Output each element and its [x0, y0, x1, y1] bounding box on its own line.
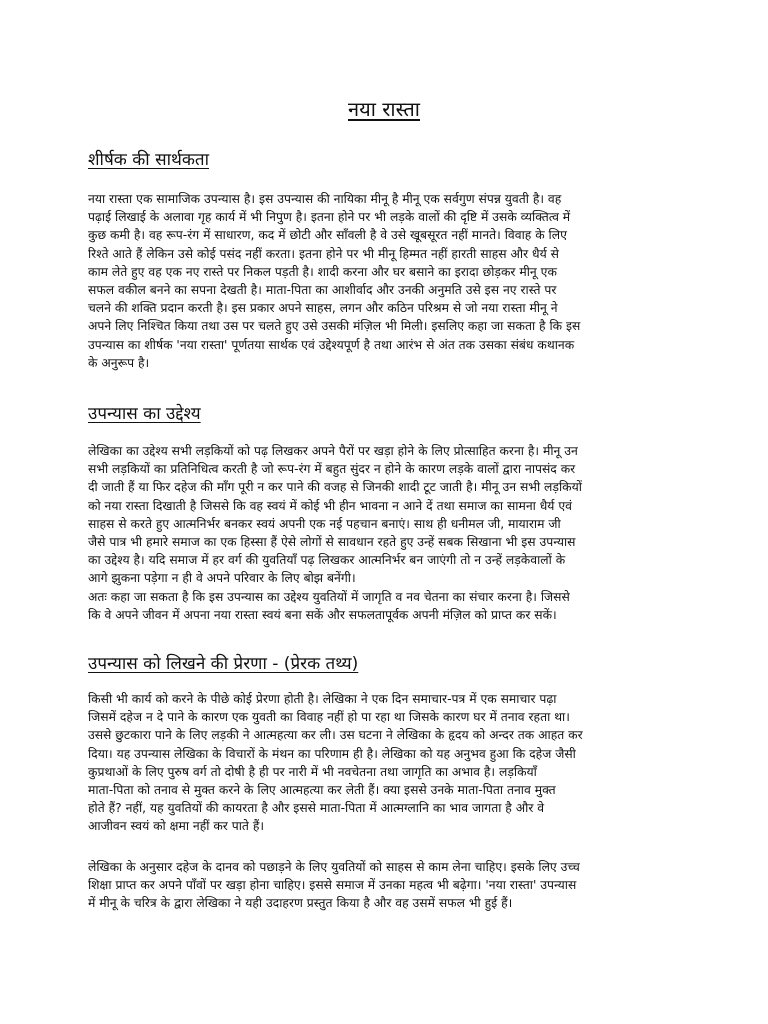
section-heading-inspiration: उपन्यास को लिखने की प्रेरणा - (प्रेरक तथ्य): [88, 654, 359, 674]
paragraph-line: लेखिका के अनुसार दहेज के दानव को पछाड़ने के लिए युवतियों को साहस से काम लेना चाहिए। इसके लिए उच्च: [88, 860, 580, 874]
paragraph-line: अपने लिए निश्चित किया तथा उस पर चलते हुए उसे उसकी मंज़िल भी मिली। इसलिए कहा जा सकता है कि इस: [88, 319, 581, 334]
paragraph-line: जैसे पात्र भी हमारे समाज का एक हिस्सा हैं ऐसे लोगों से सावधान रहते हुए उन्हें सबक सिखाना भी इस उपन्यास: [88, 535, 576, 550]
paragraph-line: जिसमें दहेज न दे पाने के कारण एक युवती का विवाह नहीं हो पा रहा था जिसके कारण घर में तनाव रहता था।: [88, 710, 570, 725]
paragraph-line: कि वे अपने जीवन में अपना नया रास्ता स्वयं बना सकें और सफलतापूर्वक अपनी मंज़िल को प्राप्त कर सकें।: [88, 607, 557, 622]
paragraph-line: माता-पिता को तनाव से मुक्त करने के लिए आत्महत्या कर लेती हैं। क्या इससे उनके माता-पिता तनाव मुक्त: [88, 783, 556, 798]
paragraph-line: के अनुरूप है।: [88, 355, 150, 370]
paragraph-line: साहस से करते हुए आत्मनिर्भर बनकर स्वयं अपनी एक नई पहचान बनाएं। साथ ही धनीमल जी, मायाराम जी: [88, 516, 561, 531]
section-paragraph-title-relevance: [88, 190, 692, 372]
paragraph-line: आगे झुकना पड़ेगा न ही वे अपने परिवार के लिए बोझ बनेंगी।: [88, 571, 356, 586]
paragraph-line: दिया। यह उपन्यास लेखिका के विचारों के मंथन का परिणाम ही है। लेखिका को यह अनुभव हुआ कि दहेज जैसी: [88, 746, 576, 761]
paragraph-line: शिक्षा प्राप्त कर अपने पाँवों पर खड़ा होना चाहिए। इससे समाज में उनका महत्व भी बढ़ेगा। 'नया रास्ता' उपन्यास: [88, 878, 577, 893]
paragraph-line: लेखिका का उद्देश्य सभी लड़कियों को पढ़ लिखकर अपने पैरों पर खड़ा होने के लिए प्रोत्साहित करना है। मीनू उन: [88, 444, 578, 458]
paragraph-line: सफल वकील बनने का सपना देखती है। माता-पिता का आशीर्वाद और उनकी अनुमति उसे इस नए रास्ते पर: [88, 283, 557, 298]
paragraph-line: पढ़ाई लिखाई के अलावा गृह कार्य में भी निपुण है। इतना होने पर भी लड़के वालों की दृष्टि में उसके व्यक्तित्व में: [88, 210, 571, 225]
paragraph-line: आजीवन स्वयं को क्षमा नहीं कर पाते हैं।: [88, 819, 265, 834]
paragraph-line: सभी लड़कियों का प्रतिनिधित्व करती है जो रूप-रंग में बहुत सुंदर न होने के कारण लड़के वालों द्वारा नापसंद कर: [88, 462, 576, 477]
section-paragraph-inspiration-1: [88, 690, 692, 836]
paragraph-line: को नया रास्ता दिखाती है जिससे कि वह स्वयं में कोई भी हीन भावना न आने दें तथा समाज का सामना धैर्य एवं: [88, 498, 572, 513]
paragraph-line: उससे छुटकारा पाने के लिए लड़की ने आत्महत्या कर ली। उस घटना ने लेखिका के हृदय को अन्दर तक आहत कर: [88, 728, 583, 743]
paragraph-line: होते हैं? नहीं, यह युवतियों की कायरता है और इससे माता-पिता में आत्मग्लानि का भाव जागता है और वे: [88, 801, 545, 816]
section-paragraph-inspiration-2: [88, 858, 692, 913]
paragraph-line: काम लेते हुए वह एक नए रास्ते पर निकल पड़ती है। शादी करना और घर बसाने का इरादा छोड़कर मीनू एक: [88, 264, 557, 279]
paragraph-line: का उद्देश्य है। यदि समाज में हर वर्ग की युवतियाँ पढ़ लिखकर आत्मनिर्भर बन जाएंगी तो न उन्हें लड़केवालों के: [88, 553, 566, 568]
section-paragraph-objective: [88, 442, 692, 624]
section-heading-title-relevance: शीर्षक की सार्थकता: [88, 150, 210, 170]
paragraph-line: नया रास्ता एक सामाजिक उपन्यास है। इस उपन्यास की नायिका मीनू है मीनू एक सर्वगुण संपन्न युवती है। वह: [88, 192, 562, 206]
paragraph-line: कुछ कमी है। वह रूप-रंग में साधारण, कद में छोटी और साँवली है वे उसे खूबसूरत नहीं मानते। विवाह के लिए: [88, 228, 567, 243]
paragraph-line: रिश्ते आते हैं लेकिन उसे कोई पसंद नहीं करता। इतना होने पर भी मीनू हिम्मत नहीं हारती साहस और धैर्य से: [88, 246, 559, 261]
paragraph-line: कुप्रथाओं के लिए पुरुष वर्ग तो दोषी है ही पर नारी में भी नवचेतना तथा जागृति का अभाव है। लड़कियाँ: [88, 764, 537, 779]
document-title: नया रास्ता: [348, 97, 420, 121]
section-heading-objective: उपन्यास का उद्देश्य: [88, 404, 201, 424]
paragraph-line: किसी भी कार्य को करने के पीछे कोई प्रेरणा होती है। लेखिका ने एक दिन समाचार-पत्र में एक समाचार पढ़ा: [88, 692, 557, 706]
paragraph-line: में मीनू के चरित्र के द्वारा लेखिका ने यही उदाहरण प्रस्तुत किया है और वह उसमें सफल भी हुई हैं।: [88, 896, 513, 911]
paragraph-line: दी जाती हैं या फिर दहेज की माँग पूरी न कर पाने की वजह से जिनकी शादी टूट जाती है। मीनू उन सभी लड़कियों: [88, 480, 582, 495]
paragraph-line: चलने की शक्ति प्रदान करती है। इस प्रकार अपने साहस, लगन और कठिन परिश्रम से जो नया रास्ता मीनू ने: [88, 301, 558, 316]
paragraph-line: उपन्यास का शीर्षक 'नया रास्ता' पूर्णतया सार्थक एवं उद्देश्यपूर्ण है तथा आरंभ से अंत तक उसका संबंध कथानक: [88, 337, 575, 352]
paragraph-line: अतः कहा जा सकता है कि इस उपन्यास का उद्देश्य युवतियों में जागृति व नव चेतना का संचार करना है। जिससे: [88, 589, 570, 604]
